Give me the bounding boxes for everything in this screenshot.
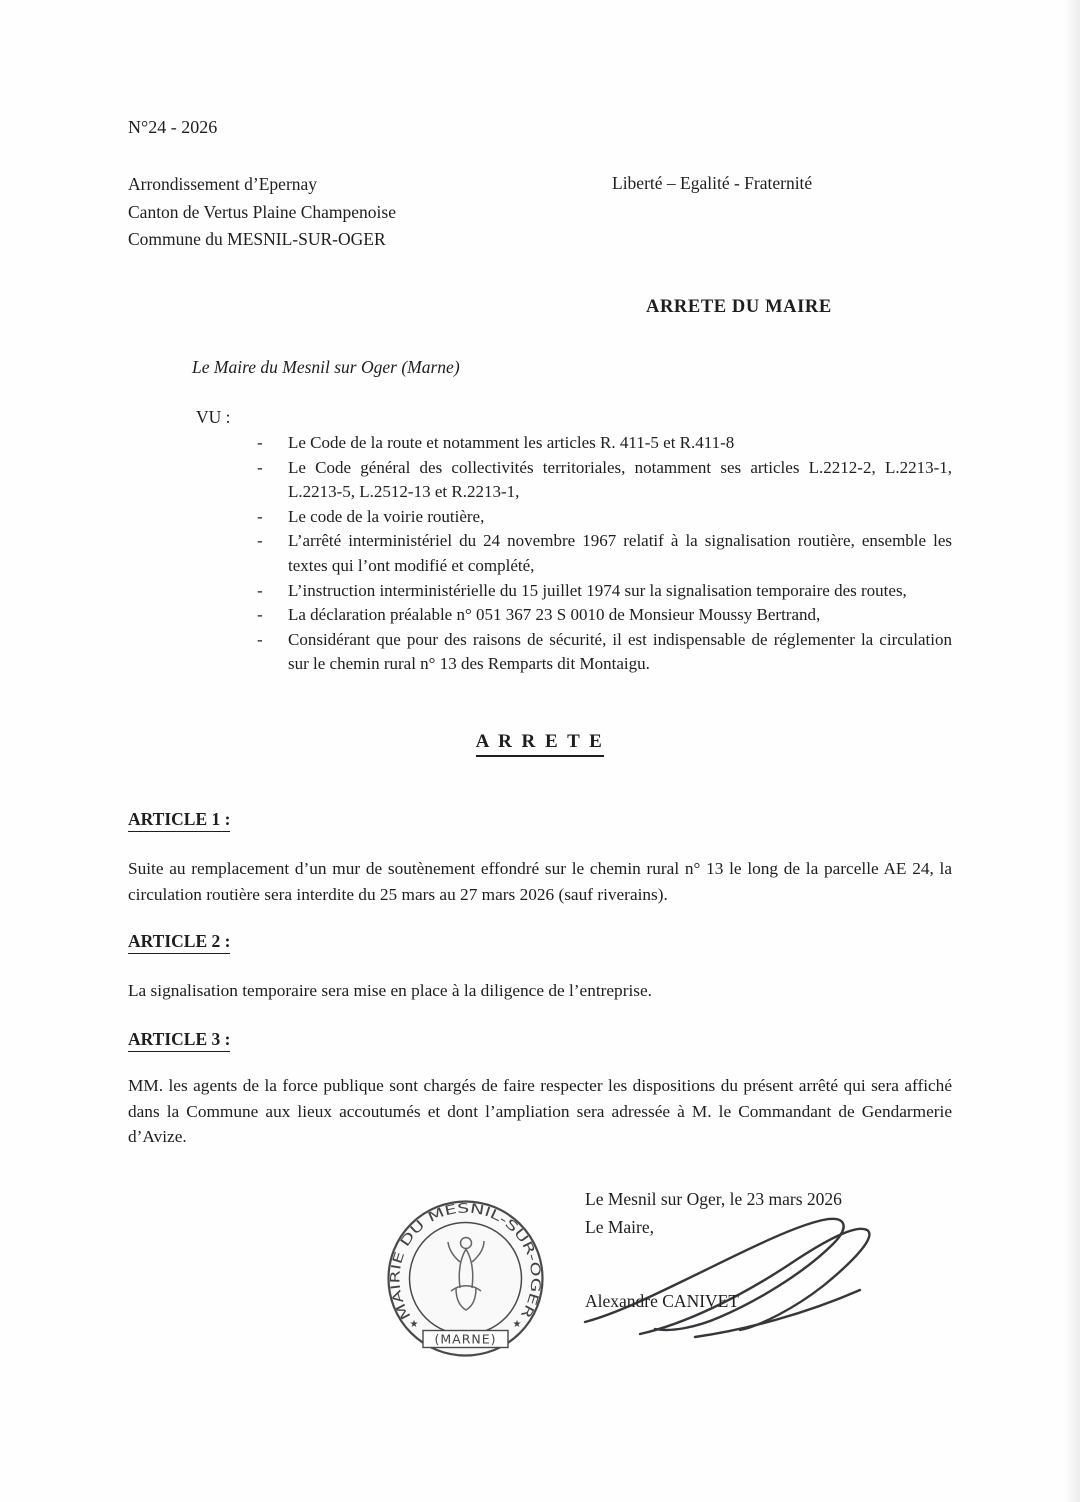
- closing-block: [585, 1186, 842, 1241]
- vu-item-6: - La déclaration préalable n° 051 367 23 S 0010 de Monsieur Moussy Bertrand,: [255, 603, 952, 628]
- republic-motto: Liberté – Egalité - Fraternité: [612, 173, 813, 193]
- vu-list: [255, 431, 952, 677]
- signer-title: Le Maire,: [585, 1216, 654, 1237]
- vu-item-1: - Le Code de la route et notamment les articles R. 411-5 et R.411-8: [255, 431, 952, 456]
- decree-heading: [0, 731, 1080, 757]
- municipal-seal-stamp: [383, 1196, 548, 1361]
- signer-name: Alexandre CANIVET: [585, 1291, 740, 1311]
- article-1-label: ARTICLE 1 :: [128, 809, 230, 832]
- article-3-body: MM. les agents de la force publique sont chargés de faire respecter les dispositions du présent arrêté qui sera affiché dans la Commune aux lieux accoutumés et dont l’ampliation sera adressée à M. le Commandant de Gendarmerie d’Avize.: [128, 1076, 952, 1146]
- document-title: ARRETE DU MAIRE: [646, 297, 832, 317]
- vu-item-2: - Le Code général des collectivités territoriales, notamment ses articles L.2212-2, L.2213-1, L.2213-5, L.2512-13 et R.2213-1,: [255, 456, 952, 505]
- vu-label: VU :: [196, 407, 231, 427]
- issuer-line: Le Maire du Mesnil sur Oger (Marne): [192, 357, 460, 377]
- vu-item-3: - Le code de la voirie routière,: [255, 505, 952, 530]
- seal-ring-text: MAIRIE DU MESNIL-SUR-OGER: [388, 1201, 543, 1322]
- vu-item-4: - L’arrêté interministériel du 24 novembre 1967 relatif à la signalisation routière, ensemble les textes qui l’ont modifié et complété,: [255, 529, 952, 578]
- header-canton: Canton de Vertus Plaine Champenoise: [128, 201, 396, 222]
- seal-star-left-icon: ★: [409, 1319, 419, 1330]
- article-1-body: Suite au remplacement d’un mur de soutènement effondré sur le chemin rural n° 13 le long de la parcelle AE 24, la circulation routière sera interdite du 25 mars au 27 mars 2026 (sauf riverains).: [128, 859, 952, 904]
- article-3-label: ARTICLE 3 :: [128, 1029, 230, 1052]
- header-commune: Commune du MESNIL-SUR-OGER: [128, 229, 386, 249]
- seal-star-right-icon: ★: [512, 1319, 522, 1330]
- article-2-body: La signalisation temporaire sera mise en place à la diligence de l’entreprise.: [128, 981, 652, 1000]
- header-arrondissement: Arrondissement d’Epernay: [128, 174, 318, 194]
- article-2-label: ARTICLE 2 :: [128, 931, 230, 954]
- vu-item-5: - L’instruction interministérielle du 15 juillet 1974 sur la signalisation temporaire des routes,: [255, 579, 952, 604]
- seal-banner-text: (MARNE): [434, 1331, 497, 1347]
- decree-heading-text: A R R E T E: [476, 731, 605, 757]
- place-date-line: Le Mesnil sur Oger, le 23 mars 2026: [585, 1189, 842, 1209]
- document-number: N°24 - 2026: [128, 117, 218, 137]
- vu-item-7: - Considérant que pour des raisons de sécurité, il est indispensable de réglementer la circulation sur le chemin rural n° 13 des Remparts dit Montaigu.: [255, 628, 952, 677]
- administrative-header: [128, 171, 396, 254]
